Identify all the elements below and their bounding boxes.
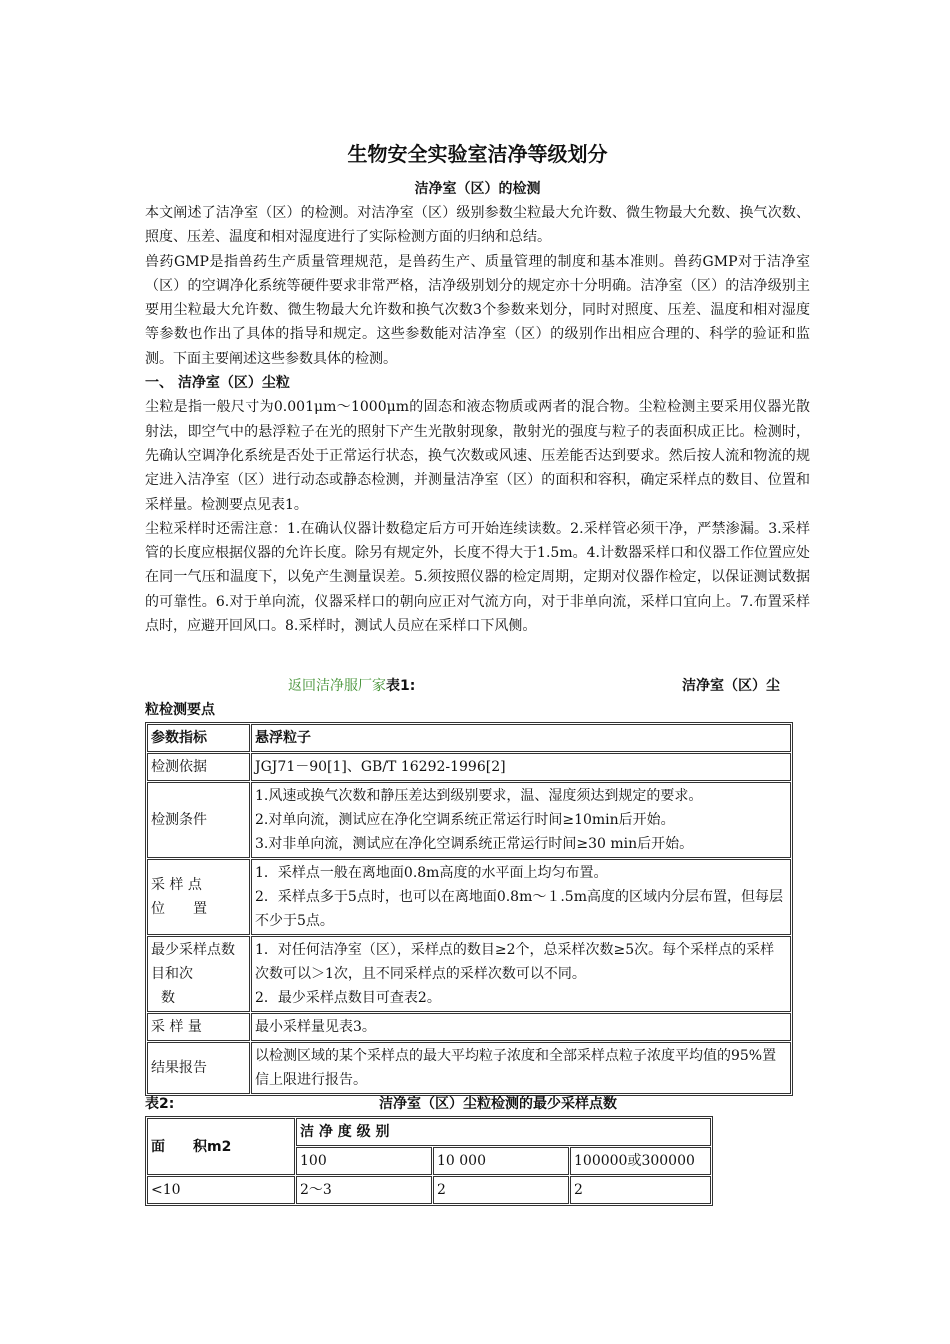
table-row [147,1176,711,1204]
row-label: 检测依据 [147,753,250,781]
label-line: 采 样 点 [151,877,202,893]
label-line: 数 [161,990,175,1006]
gmp-paragraph: 兽药GMP是指兽药生产质量管理规范，是兽药生产、质量管理的制度和基本准则。兽药GMP对于洁净室（区）的空调净化系统等硬件要求非常严格，洁净级别划分的规定亦十分明确。洁净室（区）的洁净级别主要用尘粒最大允许数、微生物最大允许数和换气次数3个参数来划分，同时对照度、压差、温度和相对湿度等参数也作出了具体的指导和规定。这些参数能对洁净室（区）的级别作出相应合理的、科学的验证和监测。下面主要阐述这些参数具体的检测。 [145,253,810,367]
row-label [147,936,250,1012]
table1-label: 表1: [386,678,416,694]
row-content [251,782,791,858]
class-100000-300000: 100000或300000 [570,1147,711,1175]
back-to-manufacturer-link[interactable]: 返回洁净服厂家 [288,678,386,694]
label-line: 最少采样点数目和次 [151,942,235,982]
page-title: 生物安全实验室洁净等级划分 [347,142,608,166]
table-row [147,753,791,781]
row-label: 检测条件 [147,782,250,858]
table2-caption [145,1092,810,1116]
label-line: 位 置 [151,901,207,917]
dust-paragraph: 尘粒是指一般尺寸为0.001μm～1000μm的固态和液态物质或两者的混合物。尘粒检测主要采用仪器光散射法，即空气中的悬浮粒子在光的照射下产生光散射现象，散射光的强度与粒子的表面积成正比。检测时，先确认空调净化系统是否处于正常运行状态，换气次数或风速、压差能否达到要求。然后按人流和物流的规定进入洁净室（区）进行动态或静态检测，并测量洁净室（区）的面积和容积，确定采样点的数目、位置和采样量。检测要点见表1。 [145,399,810,513]
table-row [147,859,791,935]
table-header-row [147,1118,711,1146]
header-cleanliness-class: 洁 净 度 级 别 [296,1118,711,1146]
table2-title: 洁净室（区）尘粒检测的最少采样点数 [379,1096,617,1112]
intro-paragraph: 本文阐述了洁净室（区）的检测。对洁净室（区）级别参数尘粒最大允许数、微生物最大允数、换气次数、照度、压差、温度和相对湿度进行了实际检测方面的归纳和总结。 [145,205,810,246]
dust-detection-table [145,722,793,1096]
content-line: 1.风速或换气次数和静压差达到级别要求，温、湿度须达到规定的要求。 [255,788,703,804]
section-subtitle: 洁净室（区）的检测 [414,181,541,197]
content-line: 2．采样点多于5点时，也可以在离地面0.8m～１.5m高度的区域内分层布置，但每层不少于5点。 [255,889,783,929]
row-content [251,936,791,1012]
sampling-notes-paragraph: 尘粒采样时还需注意：1.在确认仪器计数稳定后方可开始连续读数。2.采样管必须干净，严禁渗漏。3.采样管的长度应根据仪器的允许长度。除另有规定外，长度不得大于1.5m。4.计数器采样口和仪器工作位置应处在同一气压和温度下，以免产生测量误差。5.须按照仪器的检定周期，定期对仪器作检定，以保证测试数据的可靠性。6.对于单向流，仪器采样口的朝向应正对气流方向，对于非单向流，采样口宜向上。7.布置采样点时，应避开回风口。8.采样时，测试人员应在采样口下风侧。 [145,520,810,635]
class-10000: 10 000 [433,1147,569,1175]
content-line: 1．对任何洁净室（区），采样点的数目≥2个，总采样次数≥5次。每个采样点的采样次数可以＞1次，且不同采样点的采样次数可以不同。 [255,942,775,982]
min-sampling-points-table [145,1116,713,1206]
value-cell: 2～3 [296,1176,432,1204]
content-line: 2.对单向流，测试应在净化空调系统正常运行时间≥10min后开始。 [255,812,675,828]
value-cell: 2 [433,1176,569,1204]
class-100: 100 [296,1147,432,1175]
content-line: 1．采样点一般在离地面0.8m高度的水平面上均匀布置。 [255,865,608,881]
row-content: 以检测区域的某个采样点的最大平均粒子浓度和全部采样点粒子浓度平均值的95%置信上限进行报告。 [251,1042,791,1094]
content-line: 2．最少采样点数目可查表2。 [255,990,441,1006]
header-particles: 悬浮粒子 [251,724,791,752]
row-label: 采 样 量 [147,1013,250,1041]
table1-title-part1: 洁净室（区）尘 [682,678,780,694]
body-text [145,201,810,638]
table-row [147,936,791,1012]
row-label [147,859,250,935]
table-row [147,1013,791,1041]
section-1-heading: 一、 洁净室（区）尘粒 [145,375,290,392]
area-cell: <10 [147,1176,295,1204]
header-area: 面 积m2 [147,1118,295,1175]
row-label: 结果报告 [147,1042,250,1094]
row-content: 最小采样量见表3。 [251,1013,791,1041]
table-row [147,1042,791,1094]
table1-title-part2: 粒检测要点 [145,702,215,718]
row-content: JGJ71－90[1]、GB/T 16292-1996[2] [251,753,791,781]
table-header-row [147,724,791,752]
row-content [251,859,791,935]
content-line: 3.对非单向流，测试应在净化空调系统正常运行时间≥30 min后开始。 [255,836,694,852]
header-param: 参数指标 [147,724,250,752]
value-cell: 2 [570,1176,711,1204]
table2-label: 表2: [145,1096,175,1112]
table-row [147,782,791,858]
table1-caption [145,674,810,718]
